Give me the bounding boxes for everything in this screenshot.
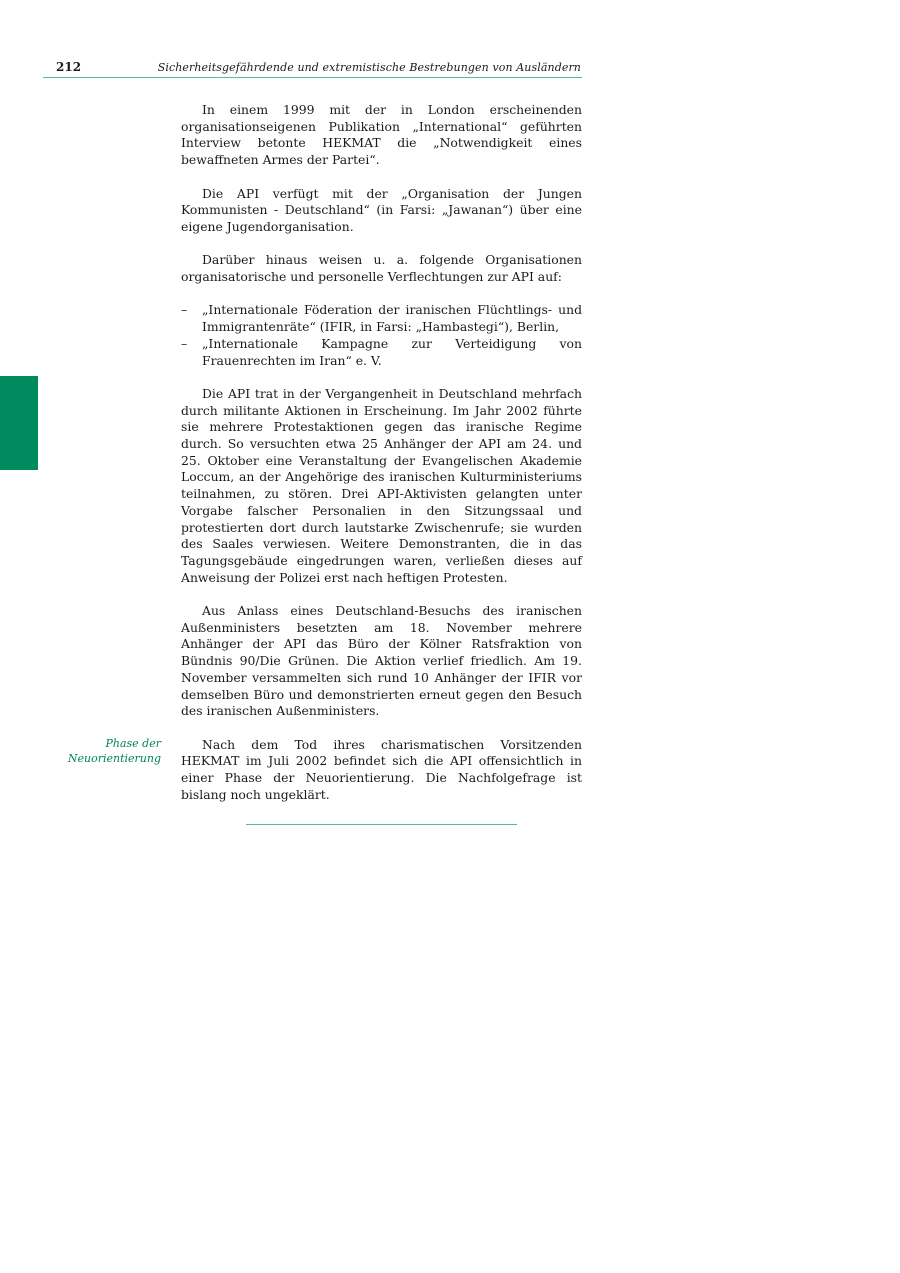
paragraph: Nach dem Tod ihres charismatischen Vorsitzenden HEKMAT im Juli 2002 befindet sich die API offensichtlich in einer Phase der Neuorientierung. Die Nachfolgefrage ist bislang noch ungeklärt. bbox=[181, 736, 582, 802]
organization-list bbox=[181, 302, 582, 369]
list-item-text: „Internationale Föderation der iranischen Flüchtlings- und Immigrantenräte“ (IFIR, in Farsi: „Hambastegi“), Berlin, bbox=[202, 302, 582, 335]
dash-bullet: – bbox=[181, 335, 188, 351]
paragraph: Aus Anlass eines Deutschland-Besuchs des iranischen Außenministers besetzten am 18. November mehrere Anhänger der API das Büro der Kölner Ratsfraktion von Bündnis 90/Die Grünen. Die Aktion verlief friedlich. Am 19. November versammelten sich rund 10 Anhänger der IFIR vor demselben Büro und demonstrierten erneut gegen den Besuch des iranischen Außenministers. bbox=[181, 603, 582, 719]
list-item-text: „Internationale Kampagne zur Verteidigung von Frauenrechten im Iran“ e. V. bbox=[202, 335, 582, 368]
dash-bullet: – bbox=[181, 302, 188, 318]
margin-note-line: Neuorientierung bbox=[67, 751, 161, 765]
margin-note bbox=[61, 737, 161, 766]
paragraph: Darüber hinaus weisen u. a. folgende Organisationen organisatorische und personelle Verflechtungen zur API auf: bbox=[181, 252, 582, 284]
list-item bbox=[181, 336, 582, 369]
list-item bbox=[181, 302, 582, 335]
margin-note-line: Phase der bbox=[105, 737, 161, 750]
running-title: Sicherheitsgefährdende und extremistische Bestrebungen von Ausländern bbox=[157, 61, 581, 74]
chapter-tab-marker bbox=[0, 376, 38, 470]
body-text bbox=[181, 102, 582, 820]
paragraph: In einem 1999 mit der in London erscheinenden organisationseigenen Publikation „International“ geführten Interview betonte HEKMAT die „Notwendigkeit eines bewaffneten Armes der Partei“. bbox=[181, 102, 582, 168]
section-end-rule bbox=[246, 824, 517, 825]
page-header bbox=[43, 59, 582, 78]
page-number: 212 bbox=[56, 60, 82, 74]
paragraph: Die API trat in der Vergangenheit in Deutschland mehrfach durch militante Aktionen in Erscheinung. Im Jahr 2002 führte sie mehrere Protestaktionen gegen das iranische Regime durch. So versuchten etwa 25 Anhänger der API am 24. und 25. Oktober eine Veranstaltung der Evangelischen Akademie Loccum, an der Angehörige des iranischen Kulturministeriums teilnahmen, zu stören. Drei API-Aktivisten gelangten unter Vorgabe falscher Personalien in den Sitzungssaal und protestierten dort durch lautstarke Zwischenrufe; sie wurden des Saales verwiesen. Weitere Demonstranten, die in das Tagungsgebäude eingedrungen waren, verließen dieses auf Anweisung der Polizei erst nach heftigen Protesten. bbox=[181, 385, 582, 585]
paragraph: Die API verfügt mit der „Organisation der Jungen Kommunisten - Deutschland“ (in Farsi: „Jawanan“) über eine eigene Jugendorganisation. bbox=[181, 185, 582, 234]
